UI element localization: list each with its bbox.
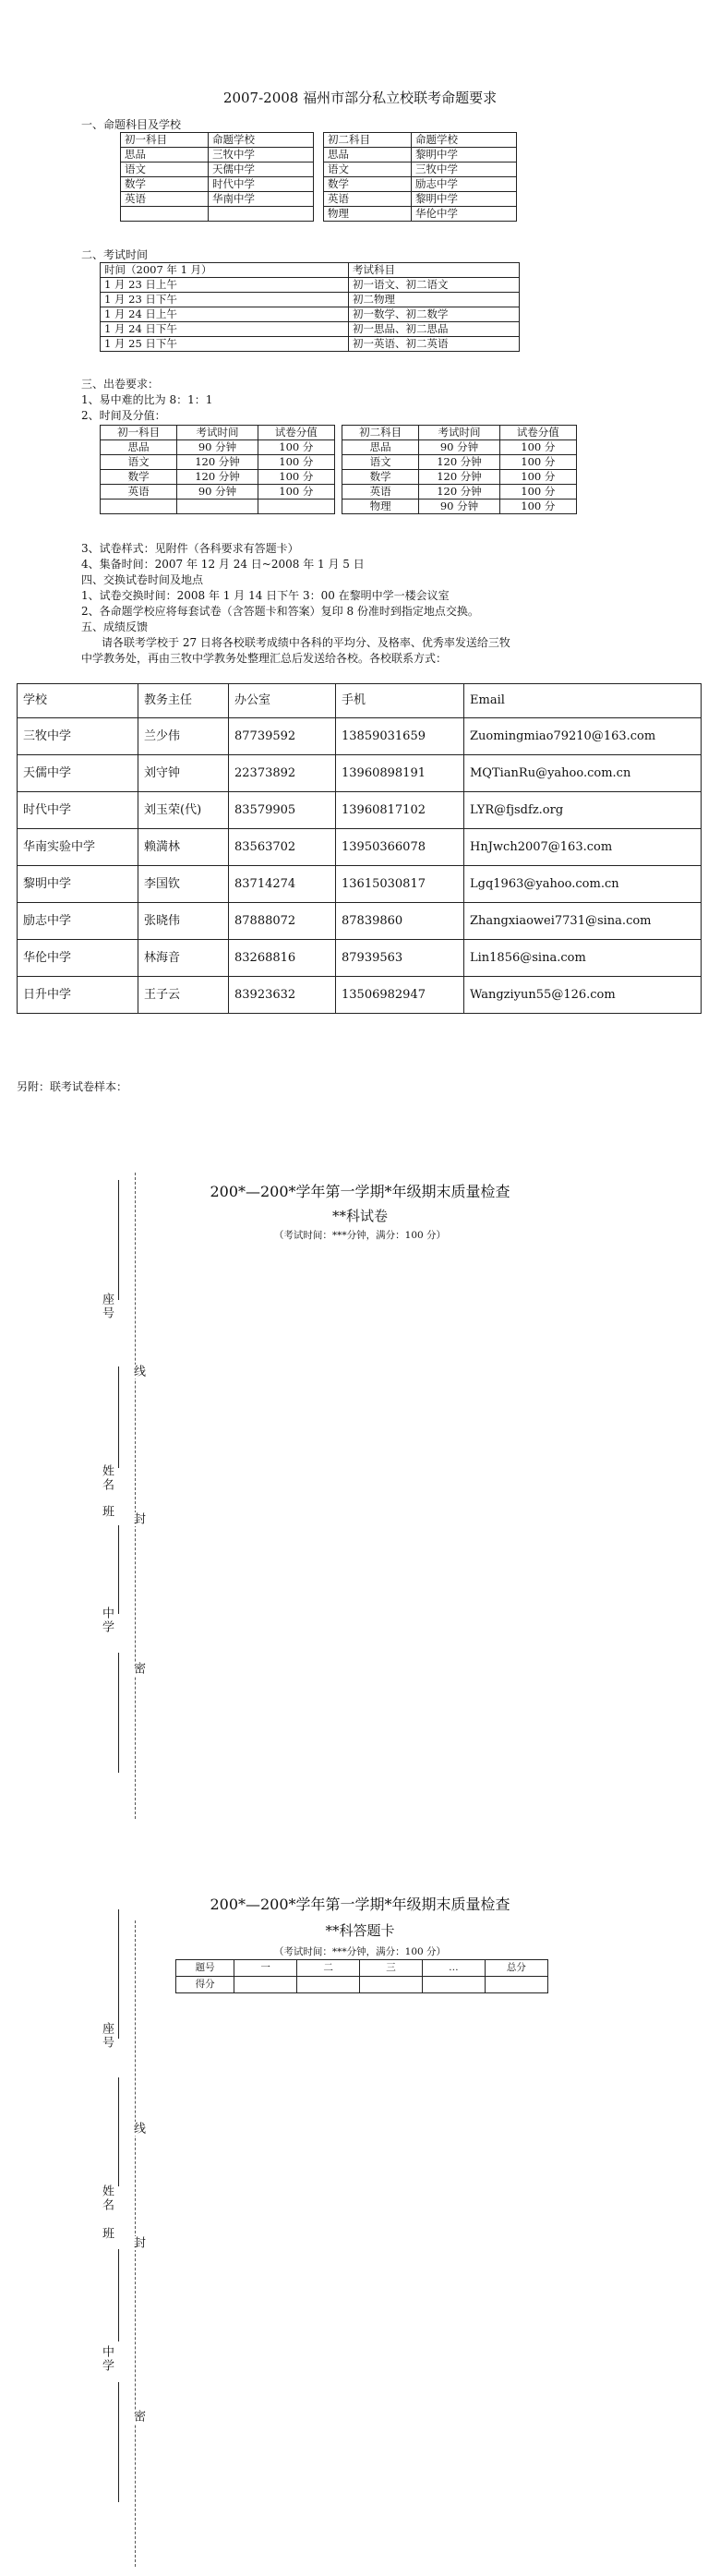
cell: 13960898191	[336, 755, 464, 792]
cell: 华南中学	[209, 192, 314, 207]
cell: 英语	[342, 485, 419, 500]
score-header: 一	[234, 1960, 297, 1977]
contacts-table	[17, 683, 702, 1014]
cell: 100 分	[499, 470, 576, 485]
table-row	[18, 940, 702, 977]
cell: 黎明中学	[412, 148, 517, 163]
contacts-header: 手机	[336, 684, 464, 718]
sample2-secret-mark: 密	[131, 2410, 145, 2424]
sample2-school-label: 中学	[100, 2345, 114, 2373]
cell: 日升中学	[18, 977, 138, 1014]
score-header: 题号	[176, 1960, 234, 1977]
s1-left-header: 初一科目	[121, 133, 209, 148]
cell: 刘守钟	[138, 755, 229, 792]
contacts-header: 教务主任	[138, 684, 229, 718]
cell: 天儒中学	[18, 755, 138, 792]
sample1-secret-mark: 密	[131, 1662, 145, 1676]
cell: 13859031659	[336, 718, 464, 755]
sample1-class-label: 班	[100, 1505, 114, 1519]
sample2-seat-label: 座号	[100, 2022, 114, 2050]
cell: 13506982947	[336, 977, 464, 1014]
table-row	[18, 718, 702, 755]
cell: 语文	[101, 455, 177, 470]
cell: 90 分钟	[177, 440, 258, 455]
sample2-seal-mark: 封	[131, 2236, 145, 2250]
cell	[101, 500, 177, 514]
cell: 100 分	[258, 440, 334, 455]
cell: 120 分钟	[177, 455, 258, 470]
cell: 赖満林	[138, 829, 229, 866]
section-1-heading: 一、命题科目及学校	[81, 118, 182, 131]
s3-item-3: 3、试卷样式：见附件（各科要求有答题卡）	[81, 542, 299, 555]
s1-left-table	[120, 132, 314, 222]
s1-right-table	[323, 132, 517, 222]
sample1-note: （考试时间：***分钟，满分：100 分）	[273, 1230, 447, 1241]
s1-left-header: 命题学校	[209, 133, 314, 148]
cell: 120 分钟	[419, 470, 499, 485]
section-3-heading: 三、出卷要求：	[81, 378, 160, 391]
cell: 英语	[324, 192, 412, 207]
cell: 100 分	[258, 470, 334, 485]
cell: 李国钦	[138, 866, 229, 903]
cell: 华伦中学	[412, 207, 517, 222]
cell: 13960817102	[336, 792, 464, 829]
cell: 1 月 23 日上午	[101, 278, 349, 293]
cell: 87739592	[229, 718, 336, 755]
cell	[258, 500, 334, 514]
score-cell[interactable]	[485, 1977, 547, 1993]
cell: 物理	[342, 500, 419, 514]
score-header: 三	[360, 1960, 423, 1977]
cell: 100 分	[499, 455, 576, 470]
sample2-score-table	[175, 1959, 548, 1993]
cell: 22373892	[229, 755, 336, 792]
cell	[209, 207, 314, 222]
email-cell: Zuomingmiao79210@163.com	[464, 718, 702, 755]
sample2-class-label: 班	[100, 2227, 114, 2241]
cell: 三牧中学	[18, 718, 138, 755]
sample1-seat-line	[118, 1180, 119, 1300]
s3-right-table	[342, 425, 577, 514]
cell: 思品	[324, 148, 412, 163]
cell: 初一英语、初二英语	[349, 337, 520, 352]
sample1-name-line	[118, 1366, 119, 1468]
contacts-header: Email	[464, 684, 702, 718]
score-cell: 得分	[176, 1977, 234, 1993]
email-cell: Wangziyun55@126.com	[464, 977, 702, 1014]
cell: 华伦中学	[18, 940, 138, 977]
s3-right-header: 试卷分值	[499, 426, 576, 440]
cell: 100 分	[258, 455, 334, 470]
cell: 语文	[342, 455, 419, 470]
cell: 1 月 23 日下午	[101, 293, 349, 307]
cell: 数学	[101, 470, 177, 485]
s4-item-2: 2、各命题学校应将每套试卷（含答题卡和答案）复印 8 份准时到指定地点交换。	[81, 605, 479, 618]
cell: 数学	[342, 470, 419, 485]
s2-time-table	[100, 262, 520, 352]
table-row	[18, 755, 702, 792]
s3-right-header: 初二科目	[342, 426, 419, 440]
sample1-school-label: 中学	[100, 1607, 114, 1634]
cell: 1 月 25 日下午	[101, 337, 349, 352]
sample1-subtitle: **科试卷	[331, 1208, 388, 1224]
sample2-school-line	[118, 2382, 119, 2502]
cell: 三牧中学	[412, 163, 517, 177]
cell: 100 分	[499, 485, 576, 500]
table-row	[18, 792, 702, 829]
cell: 时代中学	[18, 792, 138, 829]
cell: 初一语文、初二语文	[349, 278, 520, 293]
cell: 黎明中学	[412, 192, 517, 207]
cell: 华南实验中学	[18, 829, 138, 866]
sample2-seat-line	[118, 1909, 119, 2039]
sample2-note: （考试时间：***分钟，满分：100 分）	[273, 1946, 447, 1957]
cell: 刘玉荣(代)	[138, 792, 229, 829]
sample1-line-mark: 线	[131, 1365, 145, 1378]
s3-item-2: 2、时间及分值：	[81, 409, 166, 422]
cell: 83579905	[229, 792, 336, 829]
sample2-class-line	[118, 2249, 119, 2341]
cell: 物理	[324, 207, 412, 222]
sample1-seal-mark: 封	[131, 1512, 145, 1526]
cell: 励志中学	[18, 903, 138, 940]
cell: 英语	[101, 485, 177, 500]
cell: 语文	[324, 163, 412, 177]
cell	[121, 207, 209, 222]
s5-paragraph-2: 中学教务处，再由三牧中学教务处整理汇总后发送给各校。各校联系方式：	[81, 652, 448, 665]
cell: 思品	[342, 440, 419, 455]
score-header: 二	[297, 1960, 360, 1977]
cell: 83268816	[229, 940, 336, 977]
cell: 100 分	[499, 500, 576, 514]
sample2-name-line	[118, 2077, 119, 2186]
cell: 120 分钟	[177, 470, 258, 485]
cell: 兰少伟	[138, 718, 229, 755]
cell: 1 月 24 日上午	[101, 307, 349, 322]
cell: 天儒中学	[209, 163, 314, 177]
cell: 90 分钟	[419, 500, 499, 514]
s3-item-4: 4、集备时间：2007 年 12 月 24 日~2008 年 1 月 5 日	[81, 558, 365, 571]
document-title: 2007-2008 福州市部分私立校联考命题要求	[222, 90, 498, 106]
cell: 87839860	[336, 903, 464, 940]
sample1-school-line	[118, 1653, 119, 1773]
cell: 90 分钟	[419, 440, 499, 455]
cell: 数学	[121, 177, 209, 192]
email-cell: MQTianRu@yahoo.com.cn	[464, 755, 702, 792]
score-header: …	[422, 1960, 485, 1977]
section-2-heading: 二、考试时间	[81, 248, 149, 261]
table-header-row	[18, 684, 702, 718]
table-row	[18, 866, 702, 903]
s5-paragraph-1: 请各联考学校于 27 日将各校联考成绩中各科的平均分、及格率、优秀率发送给三牧	[102, 636, 510, 649]
table-row	[18, 903, 702, 940]
sample2-line-mark: 线	[131, 2122, 145, 2136]
s4-item-1: 1、试卷交换时间：2008 年 1 月 14 日下午 3：00 在黎明中学一楼会议室	[81, 589, 450, 602]
cell: 100 分	[499, 440, 576, 455]
contacts-header: 办公室	[229, 684, 336, 718]
cell: 83714274	[229, 866, 336, 903]
cell: 13950366078	[336, 829, 464, 866]
sample1-title: 200*—200*学年第一学期*年级期末质量检查	[210, 1183, 510, 1200]
sample1-binding-line	[135, 1173, 136, 1819]
section-4-heading: 四、交换试卷时间及地点	[81, 573, 204, 586]
cell	[177, 500, 258, 514]
cell: 120 分钟	[419, 455, 499, 470]
email-cell: LYR@fjsdfz.org	[464, 792, 702, 829]
s3-item-1: 1、易中难的比为 8：1：1	[81, 393, 213, 406]
cell: 数学	[324, 177, 412, 192]
cell: 1 月 24 日下午	[101, 322, 349, 337]
s2-header: 考试科目	[349, 263, 520, 278]
email-cell: Lin1856@sina.com	[464, 940, 702, 977]
cell: 思品	[121, 148, 209, 163]
s3-left-table	[100, 425, 335, 514]
sample1-class-line	[118, 1525, 119, 1614]
email-cell: Lgq1963@yahoo.com.cn	[464, 866, 702, 903]
cell: 120 分钟	[419, 485, 499, 500]
cell: 初一数学、初二数学	[349, 307, 520, 322]
email-cell: Zhangxiaowei7731@sina.com	[464, 903, 702, 940]
s2-header: 时间（2007 年 1 月）	[101, 263, 349, 278]
s3-left-header: 考试时间	[177, 426, 258, 440]
cell: 90 分钟	[177, 485, 258, 500]
table-row	[18, 829, 702, 866]
cell: 83923632	[229, 977, 336, 1014]
cell: 83563702	[229, 829, 336, 866]
score-cell[interactable]	[234, 1977, 297, 1993]
contacts-header: 学校	[18, 684, 138, 718]
table-row	[18, 977, 702, 1014]
sample1-seat-label: 座号	[100, 1293, 114, 1320]
cell: 100 分	[258, 485, 334, 500]
sample2-name-label: 姓名	[100, 2185, 114, 2212]
cell: 87888072	[229, 903, 336, 940]
cell: 黎明中学	[18, 866, 138, 903]
cell: 英语	[121, 192, 209, 207]
cell: 初二物理	[349, 293, 520, 307]
score-cell[interactable]	[422, 1977, 485, 1993]
cell: 王子云	[138, 977, 229, 1014]
section-5-heading: 五、成绩反馈	[81, 620, 149, 633]
s3-right-header: 考试时间	[419, 426, 499, 440]
score-cell[interactable]	[360, 1977, 423, 1993]
cell: 87939563	[336, 940, 464, 977]
cell: 语文	[121, 163, 209, 177]
cell: 初一思品、初二思品	[349, 322, 520, 337]
cell: 励志中学	[412, 177, 517, 192]
attachment-label: 另附：联考试卷样本：	[17, 1080, 128, 1093]
s1-right-header: 初二科目	[324, 133, 412, 148]
score-cell[interactable]	[297, 1977, 360, 1993]
email-cell: HnJwch2007@163.com	[464, 829, 702, 866]
cell: 13615030817	[336, 866, 464, 903]
s3-left-header: 试卷分值	[258, 426, 334, 440]
s1-right-header: 命题学校	[412, 133, 517, 148]
score-header: 总分	[485, 1960, 547, 1977]
sample2-subtitle: **科答题卡	[325, 1922, 395, 1939]
s3-left-header: 初一科目	[101, 426, 177, 440]
cell: 林海音	[138, 940, 229, 977]
cell: 思品	[101, 440, 177, 455]
cell: 张晓伟	[138, 903, 229, 940]
sample2-title: 200*—200*学年第一学期*年级期末质量检查	[210, 1896, 510, 1913]
cell: 三牧中学	[209, 148, 314, 163]
cell: 时代中学	[209, 177, 314, 192]
sample1-name-label: 姓名	[100, 1464, 114, 1492]
